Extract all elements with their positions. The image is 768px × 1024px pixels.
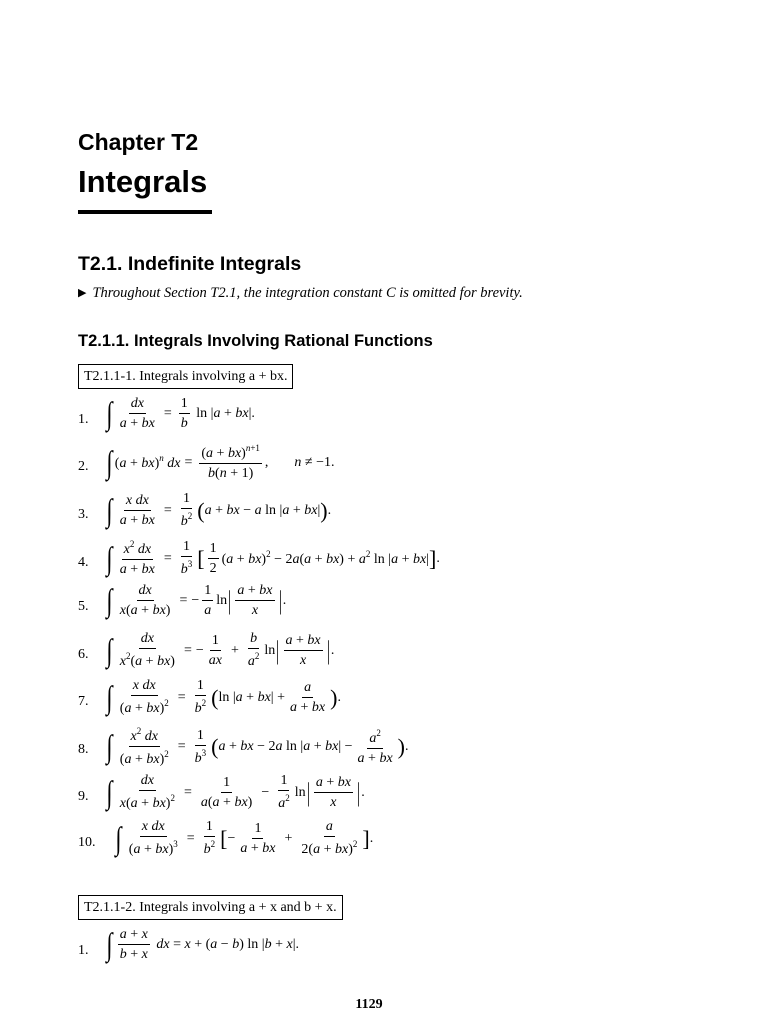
triangle-bullet-icon: ▶ <box>78 287 87 299</box>
formula-expression: ∫ (a + bx)$^n$ dx = $\frac{(a + bx)^{n+1}}{b(n + 1)}$ , n ≠ −1. <box>106 443 335 482</box>
formula-number: 5. <box>78 599 89 614</box>
formula-number: 8. <box>78 742 89 757</box>
section-title: T2.1. Indefinite Integrals <box>78 253 302 275</box>
formula-expression: ∫ $\frac{x^2 dx}{a + bx}$ = $\frac{1}{b^3}$ [ $\frac{1}{2}$ $(a + bx)^2 - 2a(a + bx) + a^2$ ln |a + bx| ] . <box>106 539 440 578</box>
formula-number: 3. <box>78 507 89 522</box>
chapter-title: Integrals <box>78 164 208 199</box>
title-underline <box>78 210 212 214</box>
formula-expression: ∫ $\frac{dx}{x^2(a + bx)}$ = − $\frac{1}{ax}$ + $\frac{b}{a^2}$ ln | $\frac{a + bx}{x}$ | . <box>106 631 335 670</box>
subsubsection-box-label: T2.1.1-1. Integrals involving a + bx. <box>78 364 293 389</box>
formula-expression: ∫ $\frac{dx}{a + bx}$ = $\frac{1}{b}$ ln |a + bx|. <box>106 395 255 432</box>
chapter-label: Chapter T2 <box>78 129 199 155</box>
subsubsection-box-label: T2.1.1-2. Integrals involving a + x and b + x. <box>78 895 343 920</box>
formula-number: 10. <box>78 835 96 850</box>
section-note <box>78 285 523 302</box>
formula-expression: ∫ $\frac{\text{x dx}}{a + bx}$ = $\frac{1}{b^2}$ ( a + bx − a ln |a + bx| ) . <box>106 491 332 530</box>
formula-expression: ∫ $\frac{dx}{x(a + bx)^2}$ = $\frac{1}{a(a + bx)}$ − $\frac{1}{a^2}$ ln | $\frac{a + bx}{x}$ | . <box>106 773 365 812</box>
formula-expression: ∫ $\frac{dx}{x(a + bx)}$ = − $\frac{1}{a}$ ln | $\frac{a + bx}{x}$ | . <box>106 582 287 619</box>
formula-expression: ∫ $\frac{\text{x dx}}{(a + bx)^2}$ = $\frac{1}{b^2}$ ( ln |a + bx| + $\frac{a}{a + bx}$ ) . <box>106 678 341 717</box>
formula-number: 9. <box>78 789 89 804</box>
formula-number: 7. <box>78 694 89 709</box>
formula-number: 4. <box>78 555 89 570</box>
formula-expression: ∫ $\frac{a + x}{b + x}$ dx = x + (a − b) ln |b + x|. <box>106 926 299 963</box>
formula-number: 1. <box>78 412 89 427</box>
formula-expression: ∫ $\frac{\text{x dx}}{(a + bx)^3}$ = $\frac{1}{b^2}$ [ − $\frac{1}{a + bx}$ + $\frac{a}{2(a + bx)^2}$ ] . <box>115 819 374 858</box>
subsection-title: T2.1.1. Integrals Involving Rational Functions <box>78 332 433 350</box>
formula-number: 6. <box>78 647 89 662</box>
formula-expression: ∫ $\frac{x^2 dx}{(a + bx)^2}$ = $\frac{1}{b^3}$ ( a + bx − 2a ln |a + bx| − $\frac{a^2}{a + bx}$ ) . <box>106 726 409 768</box>
section-note-text: Throughout Section T2.1, the integration constant C is omitted for brevity. <box>92 285 523 301</box>
formula-number: 1. <box>78 943 89 958</box>
page-number: 1129 <box>355 997 383 1012</box>
formula-number: 2. <box>78 459 89 474</box>
